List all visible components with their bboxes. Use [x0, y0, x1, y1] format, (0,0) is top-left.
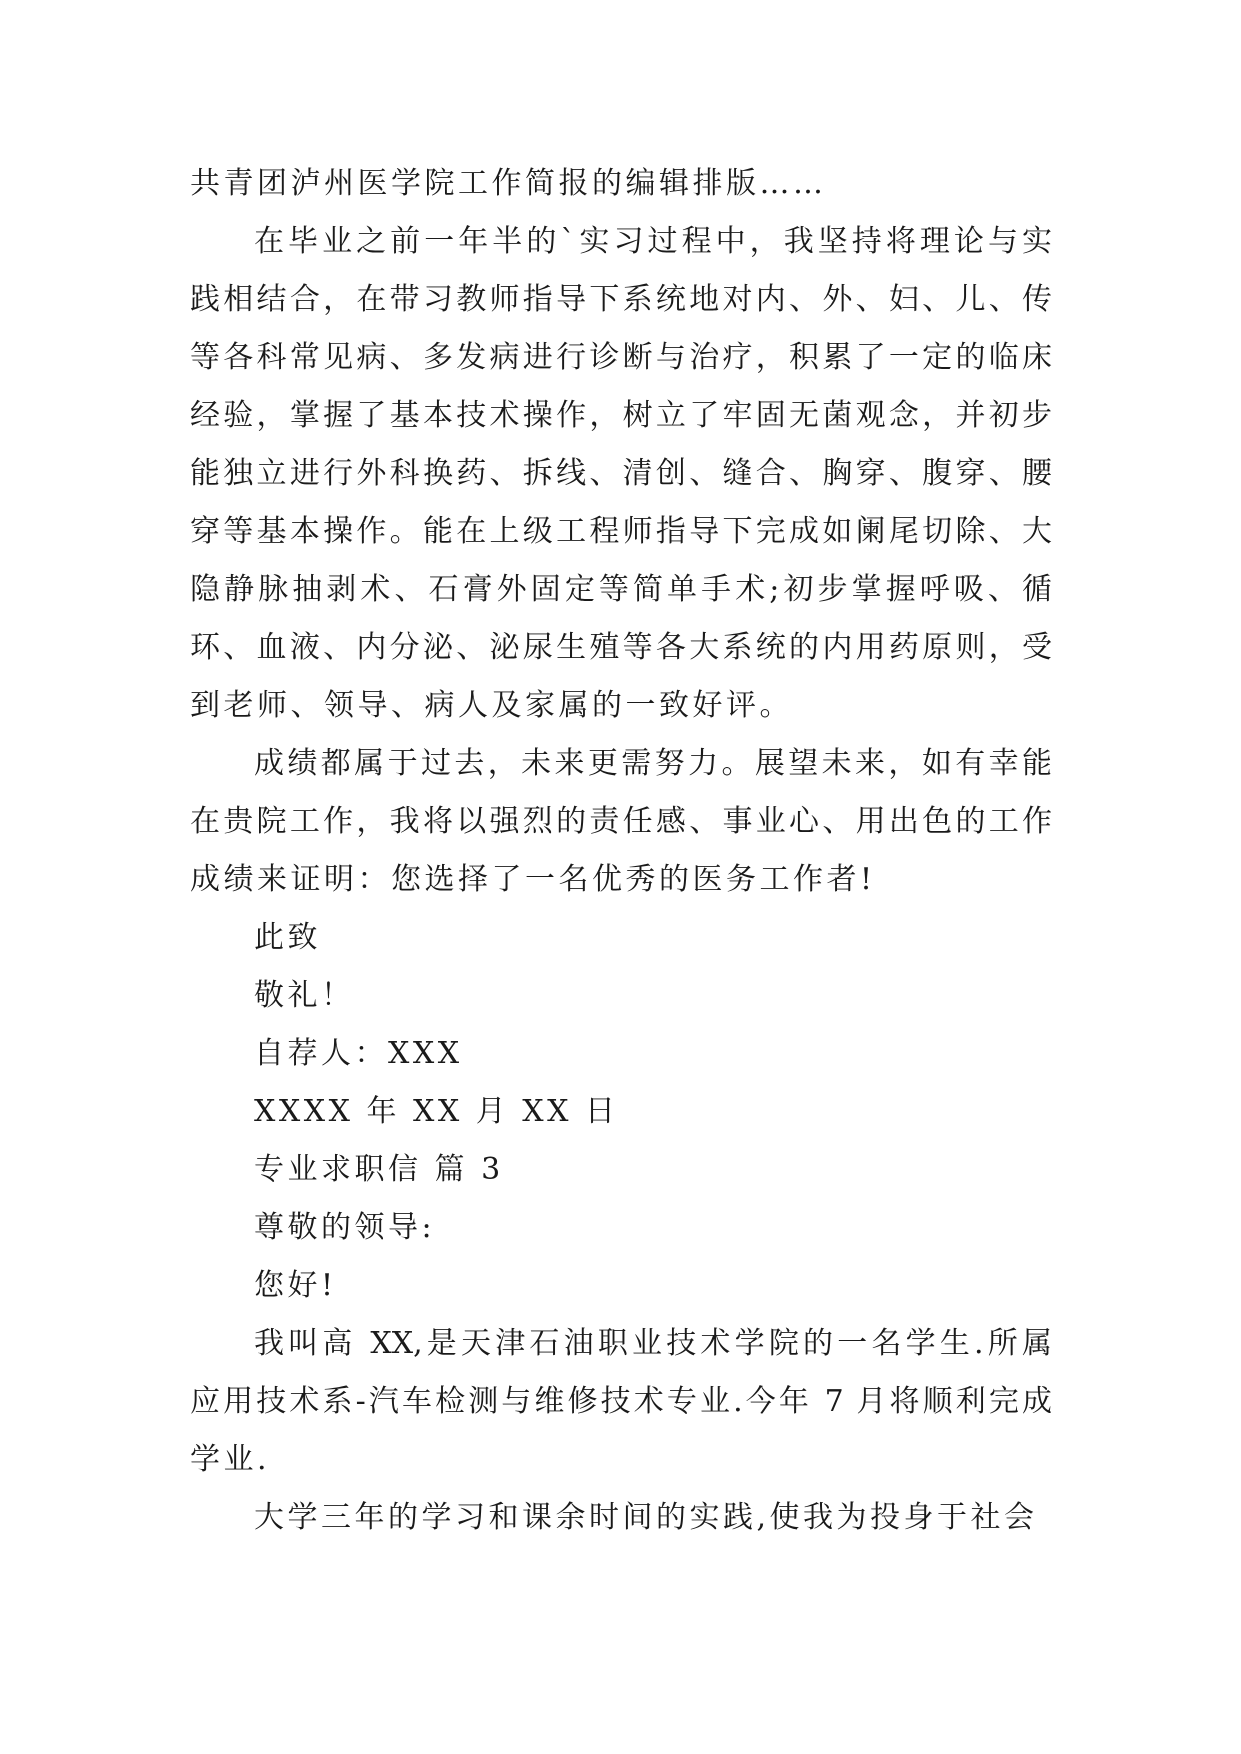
- text-line: 成绩来证明：您选择了一名优秀的医务工作者!: [190, 862, 876, 897]
- paragraph-internship: [190, 213, 1052, 735]
- text-line: 在毕业之前一年半的`实习过程中，我坚持将理论与实: [254, 224, 1052, 259]
- text-line: 践相结合，在带习教师指导下系统地对内、外、妇、儿、传: [190, 282, 1052, 317]
- section-title: 专业求职信 篇 3: [254, 1152, 504, 1187]
- date-line: XXXX 年 XX 月 XX 日: [254, 1094, 619, 1129]
- text-line: 应用技术系-汽车检测与维修技术专业.今年 7 月将顺利完成: [190, 1384, 1052, 1419]
- closing-line: 此致: [254, 920, 321, 955]
- text-line: 环、血液、内分泌、泌尿生殖等各大系统的内用药原则，受: [190, 630, 1052, 665]
- text-line: 我叫高 XX,是天津石油职业技术学院的一名学生.所属: [254, 1326, 1052, 1361]
- text-line: 大学三年的学习和课余时间的实践,使我为投身于社会: [254, 1500, 1038, 1535]
- document-body: [190, 155, 1052, 1547]
- text-line: 经验，掌握了基本技术操作，树立了牢固无菌观念，并初步: [190, 398, 1052, 433]
- text-line: 隐静脉抽剥术、石膏外固定等简单手术;初步掌握呼吸、循: [190, 572, 1052, 607]
- greeting-line: 您好!: [254, 1268, 337, 1303]
- text-line: 在贵院工作，我将以强烈的责任感、事业心、用出色的工作: [190, 804, 1052, 839]
- paragraph-study: [190, 1489, 1052, 1547]
- text-line: 学业.: [190, 1442, 271, 1477]
- closing-line: 敬礼！: [254, 978, 355, 1013]
- paragraph-introduction: [190, 1315, 1052, 1489]
- text-line: 到老师、领导、病人及家属的一致好评。: [190, 688, 793, 723]
- text-line: 能独立进行外科换药、拆线、清创、缝合、胸穿、腹穿、腰: [190, 456, 1052, 491]
- paragraph-future: [190, 735, 1052, 909]
- text-line: 成绩都属于过去，未来更需努力。展望未来，如有幸能: [254, 746, 1052, 781]
- text-line: 穿等基本操作。能在上级工程师指导下完成如阑尾切除、大: [190, 514, 1052, 549]
- text-line: 共青团泸州医学院工作简报的编辑排版……: [190, 166, 827, 201]
- salutation-line: 尊敬的领导:: [254, 1210, 436, 1245]
- text-line: 等各科常见病、多发病进行诊断与治疗，积累了一定的临床: [190, 340, 1052, 375]
- signer-line: 自荐人：XXX: [254, 1036, 463, 1071]
